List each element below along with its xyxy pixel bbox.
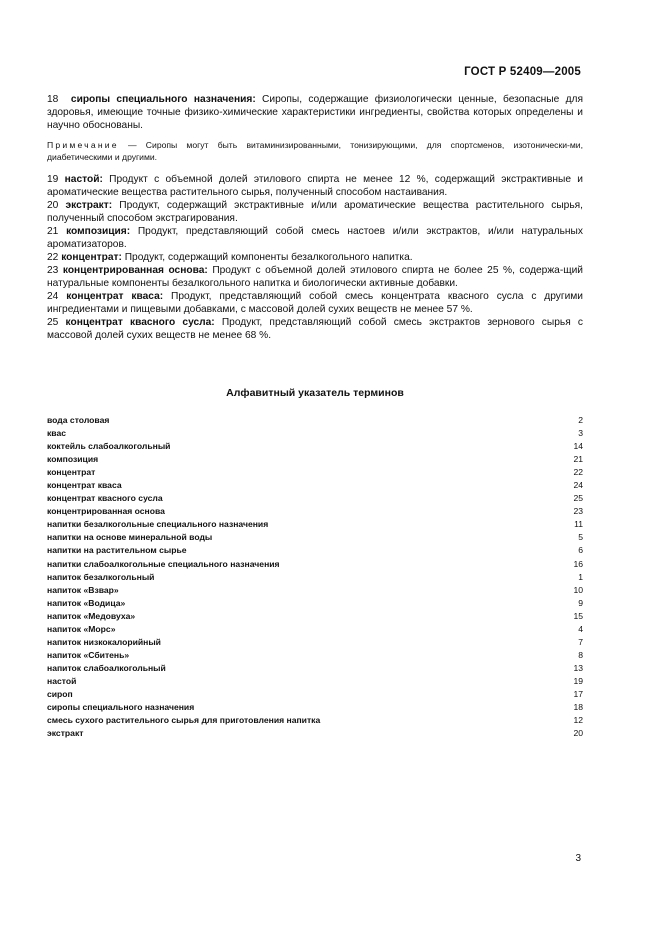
term-definition: Продукт, представляющий собой смесь экстрактов зернового сырья с массовой долей сухих веществ не менее 68 %. [47, 317, 583, 341]
term-number: 19 [47, 174, 59, 185]
index-term: квас [47, 428, 67, 439]
term-definition: Продукт, содержащий экстрактивные и/или ароматические вещества растительного сырья, полученный способом экстрагирования. [47, 200, 583, 224]
index-number: 1 [578, 571, 583, 582]
term-22 [47, 251, 583, 264]
term-name: концентрированная основа: [62, 265, 208, 276]
index-row [47, 440, 583, 453]
term-18 [47, 93, 583, 132]
index-number: 15 [573, 610, 583, 621]
index-number: 10 [573, 584, 583, 595]
term-name: настой: [64, 174, 103, 185]
index-term: напитки на основе минеральной воды [47, 532, 213, 543]
index-term: напитки безалкогольные специального назначения [47, 519, 269, 530]
index-term: смесь сухого растительного сырья для приготовления напитка [47, 715, 321, 726]
index-row [47, 584, 583, 597]
term-21 [47, 225, 583, 251]
term-number: 20 [47, 200, 59, 211]
term-definition: Продукт, содержащий компоненты безалкогольного напитка. [124, 252, 413, 263]
term-20 [47, 199, 583, 225]
index-term: экстракт [47, 728, 84, 739]
index-term: концентрат квасного сусла [47, 493, 163, 504]
index-number: 25 [573, 493, 583, 504]
note [47, 139, 583, 163]
index-number: 22 [573, 467, 583, 478]
index-row [47, 427, 583, 440]
index-row [47, 714, 583, 727]
index-term: сироп [47, 688, 73, 699]
alphabetical-index [47, 414, 583, 740]
term-number: 21 [47, 226, 59, 237]
note-text: — Сиропы могут быть витаминизированными, тонизирующими, для спортсменов, изотонически-ми, диабетическими и другими. [47, 140, 583, 162]
index-number: 19 [573, 675, 583, 686]
index-row [47, 688, 583, 701]
index-number: 7 [578, 636, 583, 647]
index-number: 3 [578, 428, 583, 439]
index-number: 16 [573, 558, 583, 569]
index-title: Алфавитный указатель терминов [226, 387, 404, 399]
index-number: 14 [573, 441, 583, 452]
term-number: 23 [47, 265, 59, 276]
term-name: концентрат квасного сусла: [65, 317, 215, 328]
index-row [47, 636, 583, 649]
index-row [47, 649, 583, 662]
index-row [47, 610, 583, 623]
index-term: сиропы специального назначения [47, 702, 195, 713]
index-number: 11 [574, 519, 583, 530]
index-row [47, 492, 583, 505]
index-number: 20 [573, 728, 583, 739]
term-name: экстракт: [65, 200, 113, 211]
index-number: 21 [573, 454, 583, 465]
index-term: вода столовая [47, 415, 110, 425]
index-row [47, 453, 583, 466]
index-term: напиток слабоалкогольный [47, 662, 166, 673]
index-term: напиток безалкогольный [47, 571, 155, 582]
term-definition: Продукт, представляющий собой смесь концентрата квасного сусла с другими ингредиентами и пищевыми добавками, с массовой долей сухих веществ не менее 57 %. [47, 291, 584, 315]
index-row [47, 544, 583, 557]
index-term: напиток «Медовуха» [47, 610, 136, 621]
index-row [47, 505, 583, 518]
index-term: настой [47, 675, 77, 686]
index-row [47, 701, 583, 714]
index-term: напиток «Водица» [47, 597, 126, 608]
index-term: напиток низкокалорийный [47, 636, 161, 647]
terms-list [47, 173, 583, 342]
index-number: 12 [573, 715, 583, 726]
index-term: коктейль слабоалкогольный [47, 441, 171, 452]
term-name: концентрат кваса: [66, 291, 164, 302]
index-term: концентрат кваса [47, 480, 122, 491]
term-number: 24 [47, 291, 59, 302]
index-row [47, 597, 583, 610]
term-definition: Продукт с объемной долей этилового спирта не менее 12 %, содержащий экстрактивные и ароматические вещества растительного сырья, полученный способом настаивания. [47, 174, 583, 198]
index-number: 13 [573, 662, 583, 673]
term-name: сиропы специального назначения: [70, 94, 256, 105]
index-number: 4 [578, 623, 583, 634]
terms-section [47, 93, 583, 342]
index-row [47, 558, 583, 571]
index-row [47, 571, 583, 584]
term-number: 18 [47, 94, 59, 105]
term-23 [47, 264, 583, 290]
index-number: 2 [578, 415, 583, 425]
page-number: 3 [575, 853, 581, 864]
index-row [47, 623, 583, 636]
index-number: 8 [578, 649, 583, 660]
note-label: Примечание [47, 140, 119, 150]
index-row [47, 479, 583, 492]
index-term: концентрат [47, 467, 96, 478]
index-term: напиток «Взвар» [47, 584, 119, 595]
term-name: концентрат: [61, 252, 122, 263]
index-term: концентрированная основа [47, 506, 165, 517]
term-25 [47, 316, 583, 342]
term-definition: Продукт с объемной долей этилового спирта не более 25 %, содержа-щий натуральные компоненты безалкогольного напитка и биологически активные добавки. [47, 265, 583, 289]
index-row [47, 662, 583, 675]
index-row [47, 414, 583, 427]
index-term: напитки слабоалкогольные специального назначения [47, 558, 280, 569]
index-row [47, 675, 583, 688]
index-row [47, 466, 583, 479]
index-number: 23 [573, 506, 583, 517]
index-row [47, 518, 583, 531]
index-term: напиток «Сбитень» [47, 649, 130, 660]
index-row [47, 531, 583, 544]
index-number: 5 [578, 532, 583, 543]
term-19 [47, 173, 583, 199]
index-term: композиция [47, 454, 99, 465]
index-number: 24 [573, 480, 583, 491]
term-name: композиция: [66, 226, 131, 237]
term-definition: Продукт, представляющий собой смесь настоев и/или экстрактов, и/или натуральных ароматизаторов. [47, 226, 583, 250]
index-row [47, 727, 583, 740]
index-number: 6 [578, 545, 583, 556]
term-24 [47, 290, 583, 316]
index-number: 17 [573, 688, 583, 699]
index-number: 9 [578, 597, 583, 608]
index-number: 18 [573, 702, 583, 713]
term-number: 25 [47, 317, 59, 328]
document-header: ГОСТ Р 52409—2005 [464, 66, 581, 78]
term-definition: Сиропы, содержащие физиологически ценные, безопасные для здоровья, имеющие точные физико-химические характеристики ингредиенты, свойства которых определены и научно обоснованы. [47, 94, 583, 131]
index-term: напитки на растительном сырье [47, 545, 187, 556]
term-number: 22 [47, 252, 59, 263]
index-term: напиток «Морс» [47, 623, 116, 634]
